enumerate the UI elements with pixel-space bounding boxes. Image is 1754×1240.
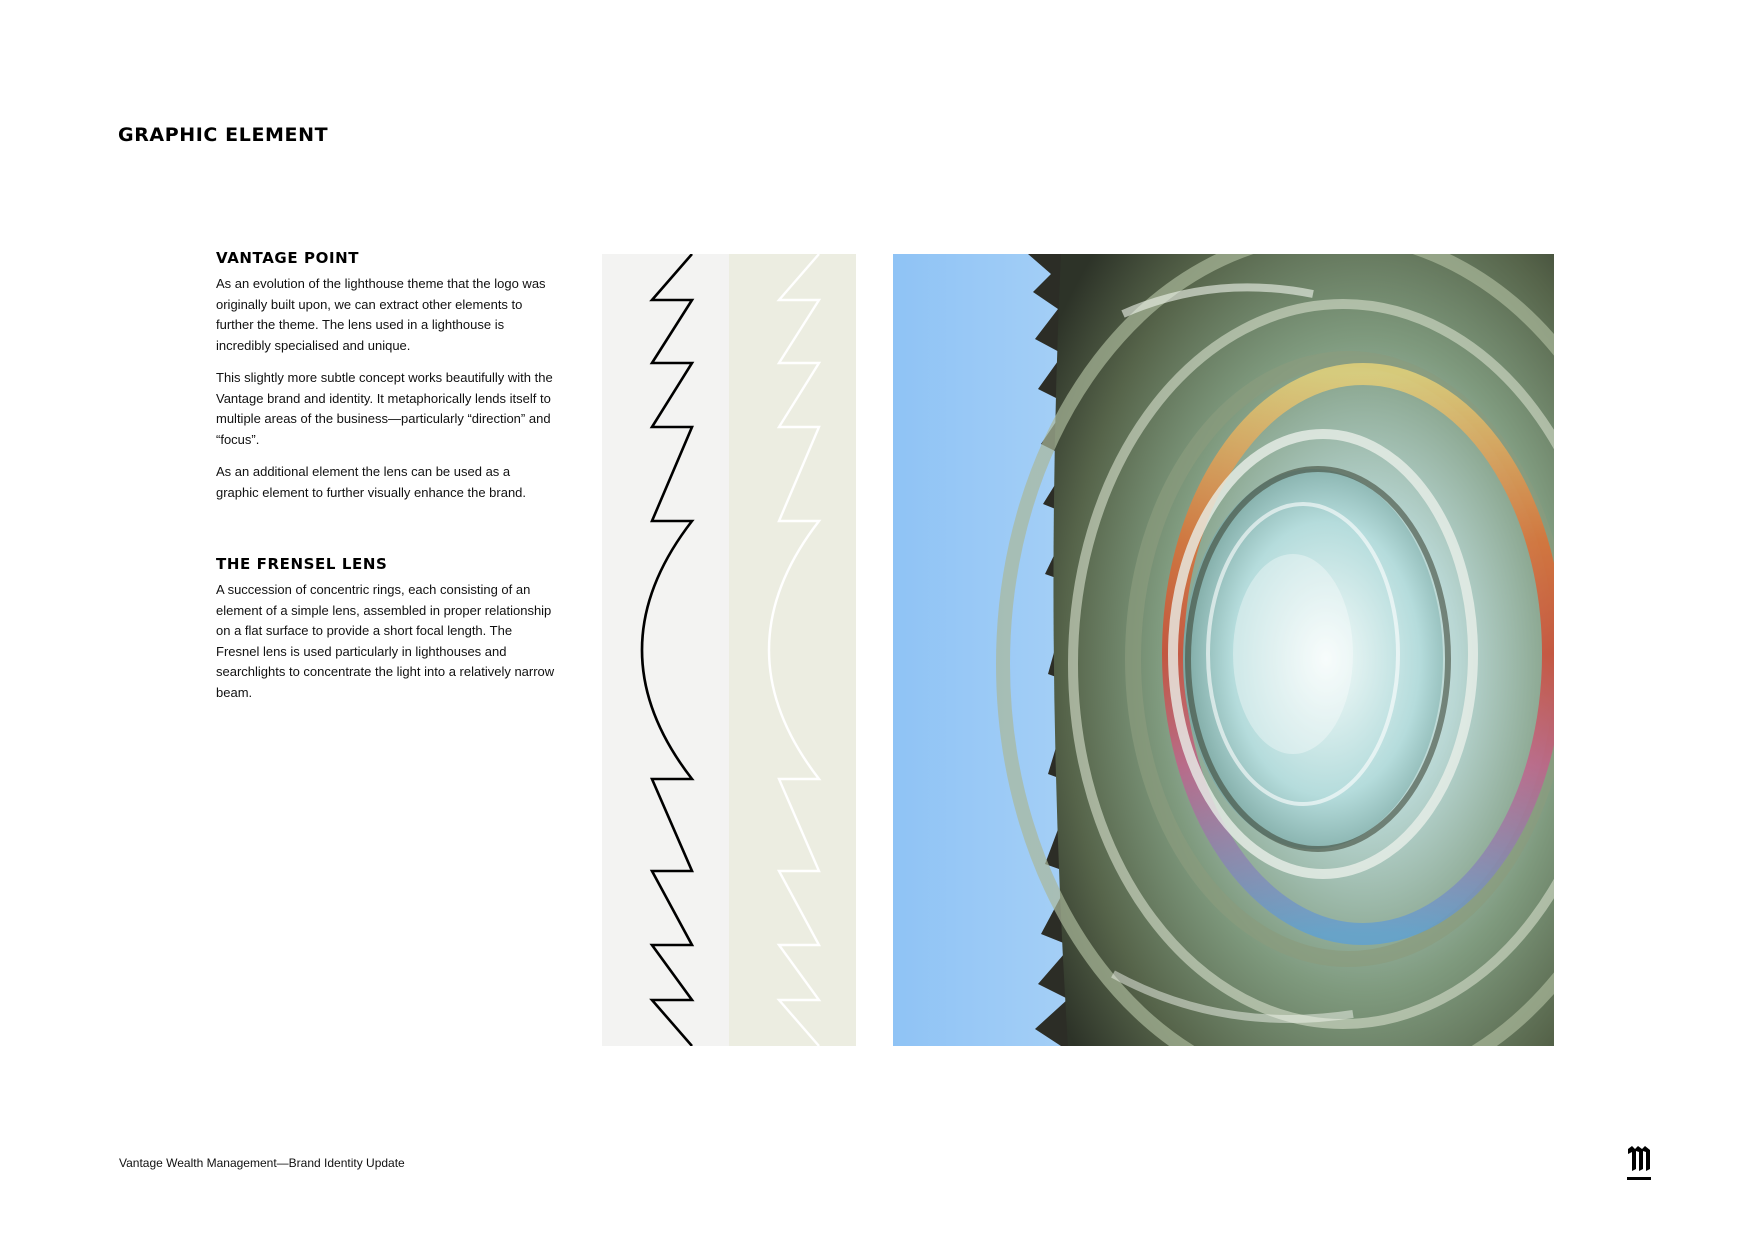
lens-profile-outline-black: [602, 254, 729, 1046]
body-paragraph: As an evolution of the lighthouse theme that the logo was originally built upon, we can extract other elements to further the theme. The lens used in a lighthouse is incredibly specialised and unique.: [216, 276, 546, 353]
body-paragraph: As an additional element the lens can be used as a graphic element to further visually enhance the brand.: [216, 464, 527, 500]
lens-profile-outline-white: [729, 254, 856, 1046]
logo-mark: [1626, 1143, 1652, 1183]
text-column: [216, 249, 556, 715]
fresnel-lens-photo: [893, 254, 1554, 1046]
section-fresnel-lens: [216, 555, 556, 703]
footer-text: Vantage Wealth Management—Brand Identity Update: [119, 1156, 405, 1170]
section-vantage-point: [216, 249, 556, 503]
body-paragraph: A succession of concentric rings, each consisting of an element of a simple lens, assembled in proper relationship on a flat surface to provide a short focal length. The Fresnel lens is used particularly in lighthouses and searchlights to concentrate the light into a relatively narrow beam.: [216, 582, 555, 700]
lens-graphic-panel-tinted: [729, 254, 856, 1046]
lens-photo-illustration: [893, 254, 1554, 1046]
body-paragraph: This slightly more subtle concept works beautifully with the Vantage brand and identity. It metaphorically lends itself to multiple areas of the business—particularly “direction” and “focus”.: [216, 370, 553, 447]
lens-graphic-panel-light: [602, 254, 729, 1046]
page-title: GRAPHIC ELEMENT: [118, 124, 329, 146]
blackletter-m-logo-icon: [1626, 1143, 1652, 1183]
section-heading: THE FRENSEL LENS: [216, 555, 388, 573]
section-heading: VANTAGE POINT: [216, 249, 360, 267]
